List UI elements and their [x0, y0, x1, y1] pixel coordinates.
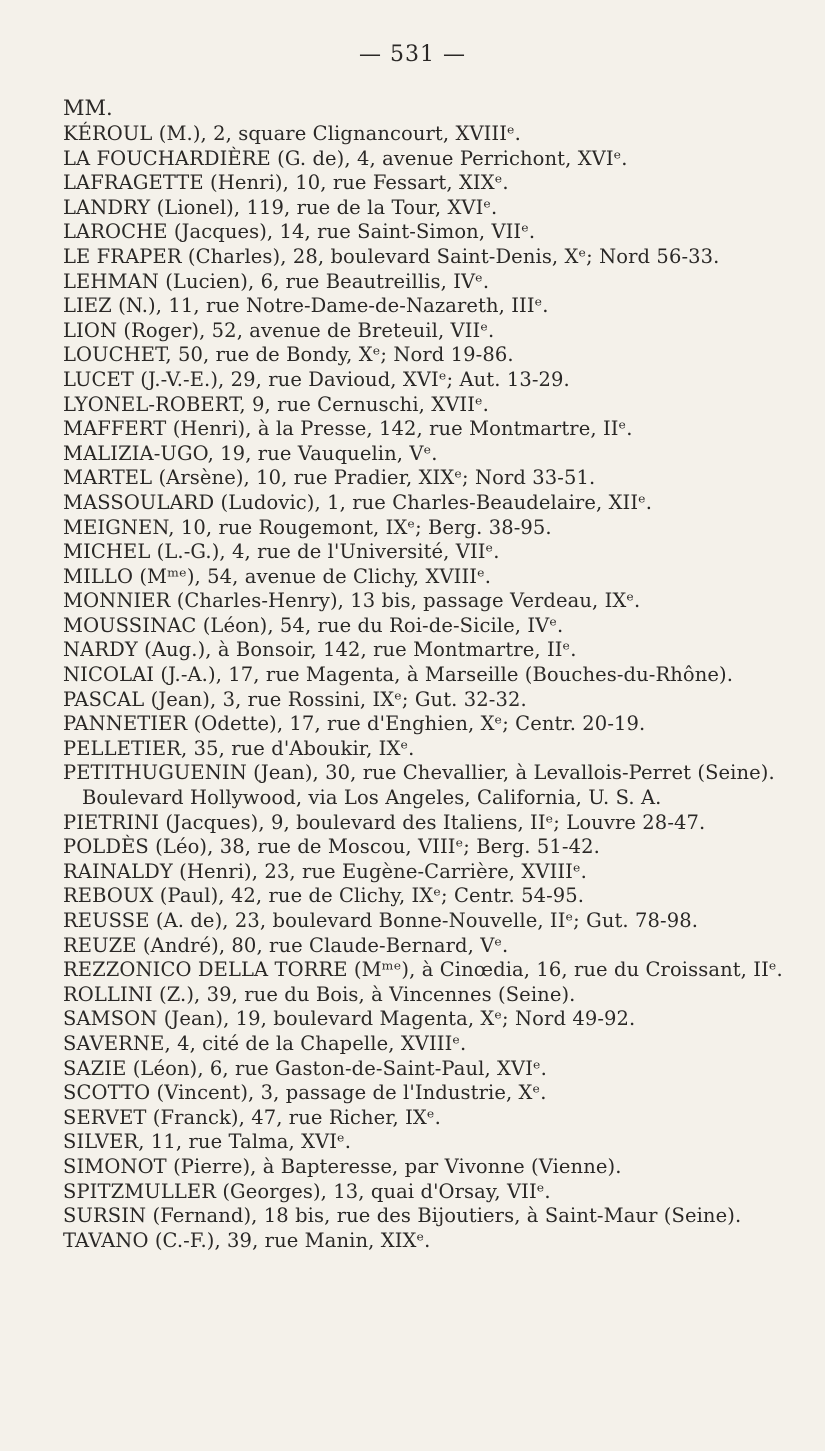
list-item: PELLETIER, 35, rue d'Aboukir, IXᵉ. [63, 736, 415, 760]
list-item: LYONEL-ROBERT, 9, rue Cernuschi, XVIIᵉ. [63, 392, 489, 416]
list-item: MICHEL (L.-G.), 4, rue de l'Université, VIIᵉ. [63, 540, 500, 564]
list-item: NICOLAI (J.-A.), 17, rue Magenta, à Marseille (Bouches-du-Rhône). [63, 663, 734, 687]
page-number: — 531 — [359, 42, 466, 67]
list-item: REZZONICO DELLA TORRE (Mᵐᵉ), à Cinœdia, 16, rue du Croissant, IIᵉ. [63, 958, 783, 982]
list-item: SERVET (Franck), 47, rue Richer, IXᵉ. [63, 1105, 441, 1129]
list-item: Boulevard Hollywood, via Los Angeles, California, U. S. A. [82, 786, 662, 810]
list-item: MALIZIA-UGO, 19, rue Vauquelin, Vᵉ. [63, 441, 438, 465]
list-item: MAFFERT (Henri), à la Presse, 142, rue Montmartre, IIᵉ. [63, 417, 633, 441]
list-item: LION (Roger), 52, avenue de Breteuil, VIIᵉ. [63, 318, 495, 342]
list-item: LAFRAGETTE (Henri), 10, rue Fessart, XIXᵉ. [63, 171, 509, 195]
list-item: POLDÈS (Léo), 38, rue de Moscou, VIIIᵉ; Berg. 51-42. [63, 835, 600, 859]
list-item: MILLO (Mᵐᵉ), 54, avenue de Clichy, XVIIIᵉ. [63, 564, 492, 588]
list-item: SCOTTO (Vincent), 3, passage de l'Industrie, Xᵉ. [63, 1081, 547, 1105]
list-item: LAROCHE (Jacques), 14, rue Saint-Simon, VIIᵉ. [63, 220, 536, 244]
list-item: SAMSON (Jean), 19, boulevard Magenta, Xᵉ; Nord 49-92. [63, 1007, 636, 1031]
list-item: LANDRY (Lionel), 119, rue de la Tour, XVIᵉ. [63, 195, 498, 219]
list-item: LEHMAN (Lucien), 6, rue Beautreillis, IVᵉ. [63, 269, 490, 293]
list-item: SPITZMULLER (Georges), 13, quai d'Orsay, VIIᵉ. [63, 1179, 551, 1203]
list-item: SILVER, 11, rue Talma, XVIᵉ. [63, 1130, 352, 1154]
list-item: RAINALDY (Henri), 23, rue Eugène-Carrière, XVIIIᵉ. [63, 859, 587, 883]
list-item: PETITHUGUENIN (Jean), 30, rue Chevallier, à Levallois-Perret (Seine). [63, 761, 775, 785]
list-item: MONNIER (Charles-Henry), 13 bis, passage Verdeau, IXᵉ. [63, 589, 641, 613]
list-item: MEIGNEN, 10, rue Rougemont, IXᵉ; Berg. 38-95. [63, 515, 552, 539]
list-item: ROLLINI (Z.), 39, rue du Bois, à Vincennes (Seine). [63, 982, 576, 1006]
list-item: LUCET (J.-V.-E.), 29, rue Davioud, XVIᵉ; Aut. 13-29. [63, 367, 570, 391]
list-item: LIEZ (N.), 11, rue Notre-Dame-de-Nazareth, IIIᵉ. [63, 294, 549, 318]
list-item: REBOUX (Paul), 42, rue de Clichy, IXᵉ; Centr. 54-95. [63, 884, 585, 908]
list-header: MM. [63, 96, 113, 120]
list-item: SIMONOT (Pierre), à Bapteresse, par Vivonne (Vienne). [63, 1154, 622, 1178]
list-item: NARDY (Aug.), à Bonsoir, 142, rue Montmartre, IIᵉ. [63, 638, 577, 662]
list-item: REUZE (André), 80, rue Claude-Bernard, Vᵉ. [63, 933, 509, 957]
list-item: SAVERNE, 4, cité de la Chapelle, XVIIIᵉ. [63, 1031, 467, 1055]
list-item: KÉROUL (M.), 2, square Clignancourt, XVIIIᵉ. [63, 122, 521, 145]
list-item: SAZIE (Léon), 6, rue Gaston-de-Saint-Paul, XVIᵉ. [63, 1056, 547, 1080]
list-item: PIETRINI (Jacques), 9, boulevard des Italiens, IIᵉ; Louvre 28-47. [63, 810, 706, 834]
address-list [63, 122, 823, 1253]
list-item: REUSSE (A. de), 23, boulevard Bonne-Nouvelle, IIᵉ; Gut. 78-98. [63, 909, 699, 932]
list-item: PANNETIER (Odette), 17, rue d'Enghien, Xᵉ; Centr. 20-19. [63, 712, 646, 736]
list-item: MARTEL (Arsène), 10, rue Pradier, XIXᵉ; Nord 33-51. [63, 466, 596, 490]
list-item: MOUSSINAC (Léon), 54, rue du Roi-de-Sicile, IVᵉ. [63, 613, 564, 637]
list-item: LA FOUCHARDIÈRE (G. de), 4, avenue Perrichont, XVIᵉ. [63, 146, 628, 170]
list-item: TAVANO (C.-F.), 39, rue Manin, XIXᵉ. [63, 1228, 431, 1252]
list-item: MASSOULARD (Ludovic), 1, rue Charles-Beaudelaire, XIIᵉ. [63, 490, 653, 514]
list-item: SURSIN (Fernand), 18 bis, rue des Bijoutiers, à Saint-Maur (Seine). [63, 1204, 742, 1228]
list-item: PASCAL (Jean), 3, rue Rossini, IXᵉ; Gut. 32-32. [63, 687, 527, 711]
list-item: LOUCHET, 50, rue de Bondy, Xᵉ; Nord 19-86. [63, 343, 514, 367]
list-item: LE FRAPER (Charles), 28, boulevard Saint-Denis, Xᵉ; Nord 56-33. [63, 244, 720, 268]
